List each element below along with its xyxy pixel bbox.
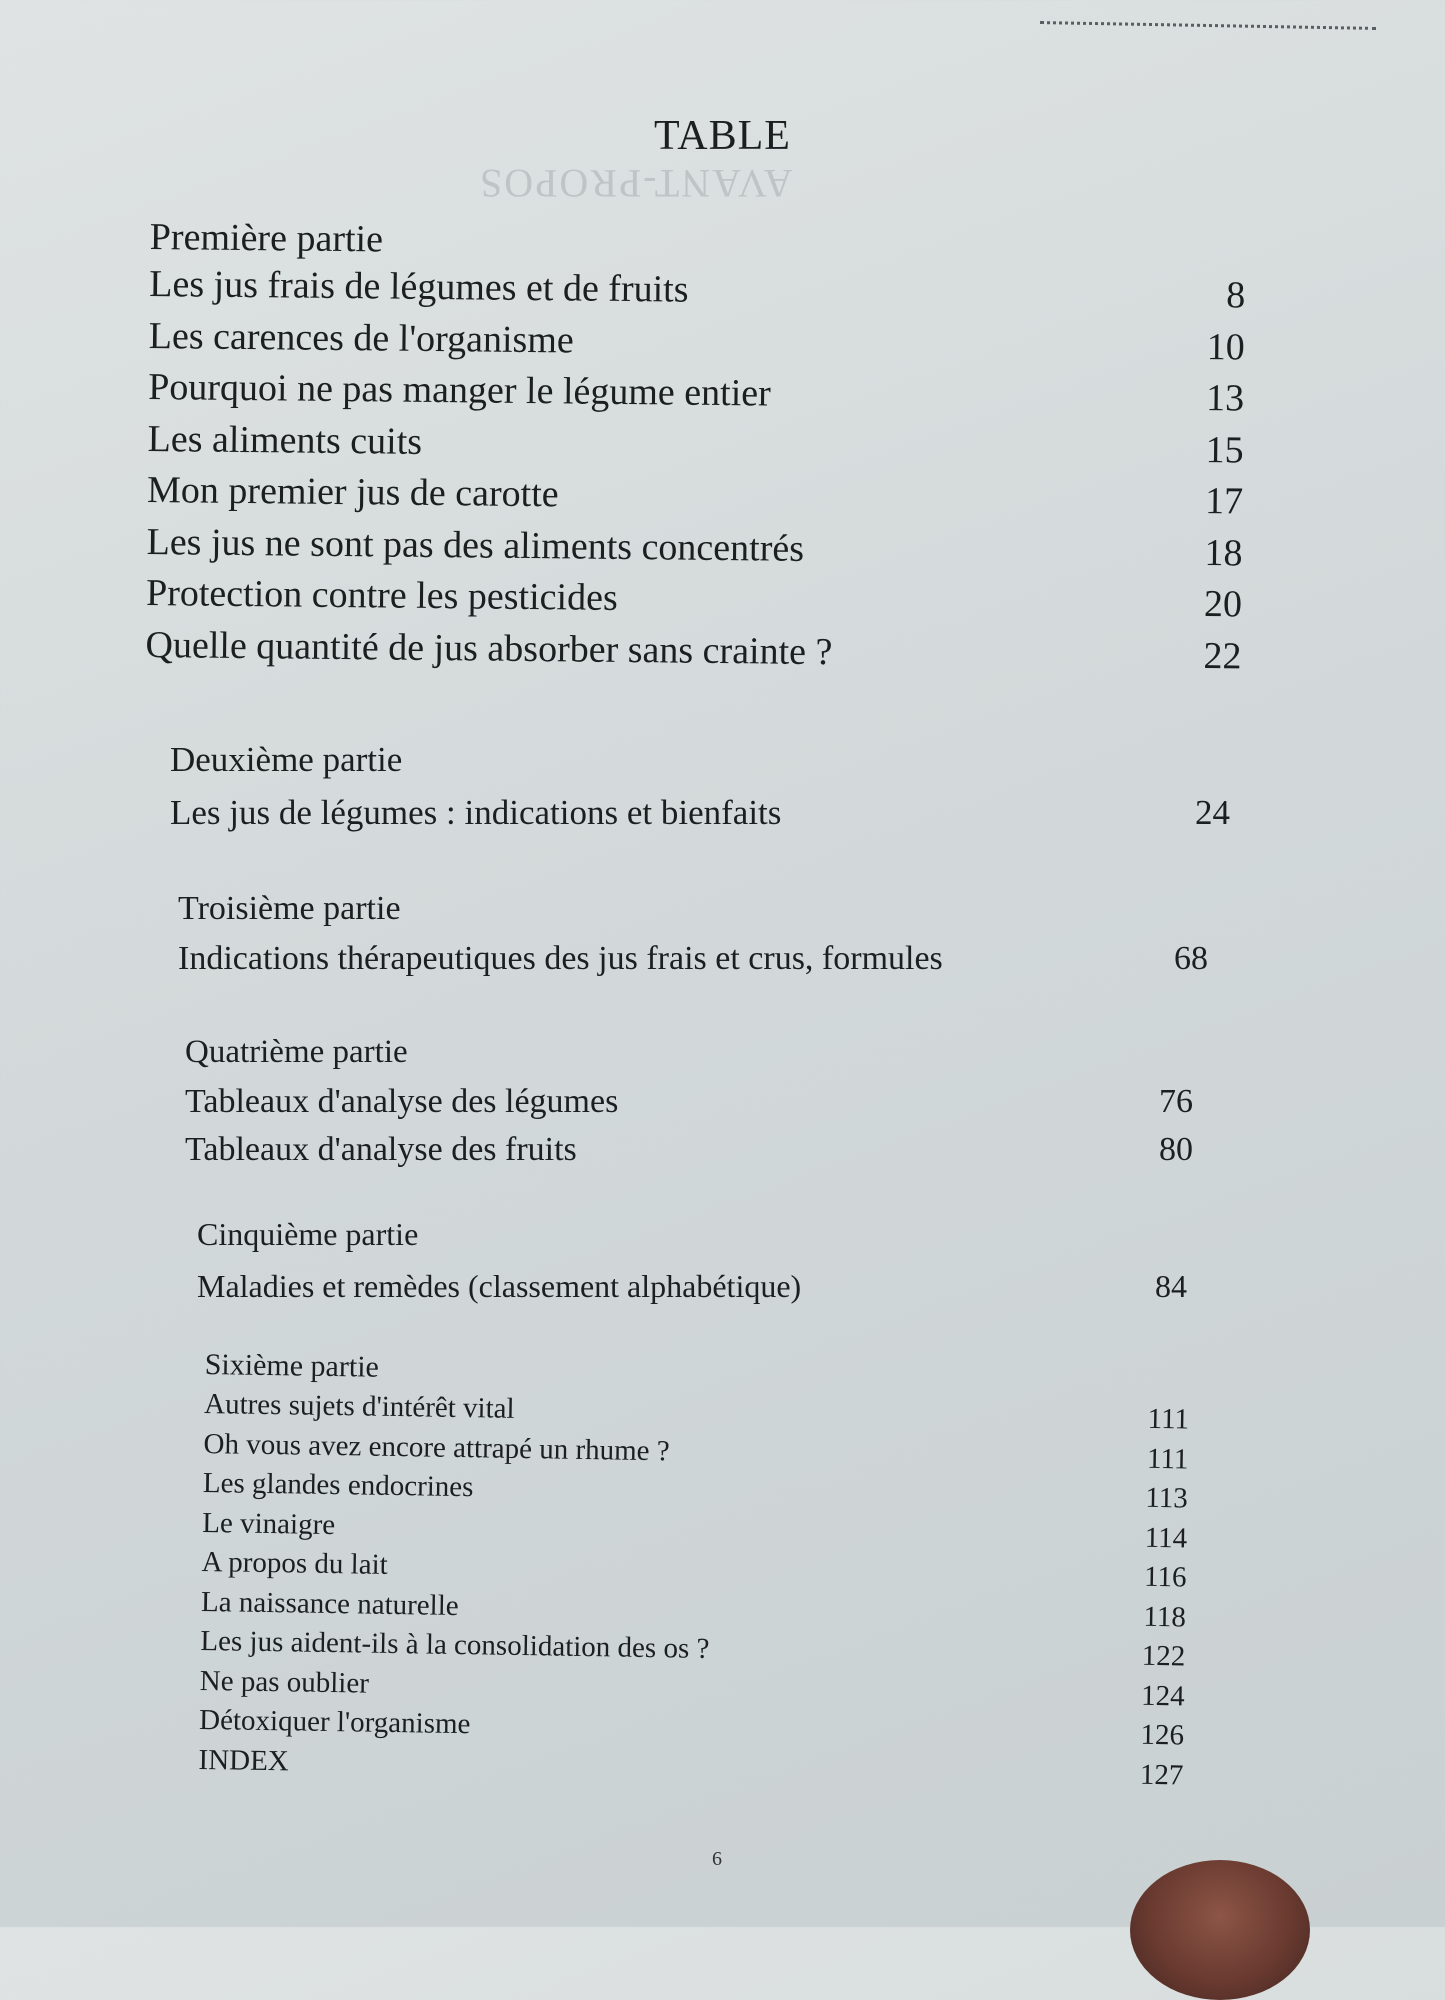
entry-page: 127 — [1139, 1758, 1184, 1791]
entry-page: 114 — [1144, 1521, 1188, 1554]
entry-title: Tableaux d'analyse des légumes — [185, 1083, 619, 1120]
entry-page: 17 — [1204, 480, 1244, 523]
entry-title: A propos du lait — [201, 1545, 388, 1581]
entry-page: 111 — [1146, 1442, 1189, 1475]
toc-part-6 — [198, 1350, 1195, 1798]
entry-page: 113 — [1145, 1481, 1189, 1515]
entry-page: 126 — [1140, 1718, 1185, 1752]
toc-entry — [170, 793, 1230, 833]
entry-title: Détoxiquer l'organisme — [198, 1703, 471, 1741]
entry-page: 116 — [1143, 1560, 1187, 1594]
entry-title: Les jus aident-ils à la consolidation des os ? — [200, 1624, 710, 1665]
dotted-rule — [1040, 21, 1376, 30]
entry-page: 20 — [1203, 583, 1243, 626]
entry-title: Les carences de l'organisme — [148, 314, 574, 361]
toc-part-1 — [145, 218, 1246, 685]
entry-title: Les jus frais de légumes et de fruits — [149, 262, 689, 311]
part-heading: Troisième partie — [178, 890, 401, 927]
entry-title: Tableaux d'analyse des fruits — [185, 1131, 577, 1168]
entry-title: La naissance naturelle — [200, 1585, 459, 1622]
part-heading: Quatrième partie — [185, 1034, 408, 1070]
entry-page: 24 — [1195, 793, 1230, 832]
entry-page: 13 — [1205, 377, 1245, 420]
toc-part-4 — [185, 1036, 1225, 1179]
entry-title: Le vinaigre — [202, 1506, 336, 1541]
entry-page: 111 — [1147, 1402, 1190, 1436]
entry-page: 8 — [1226, 274, 1246, 317]
entry-page: 118 — [1143, 1600, 1187, 1633]
toc-part-2 — [170, 742, 1230, 833]
entry-title: Pourquoi ne pas manger le légume entier — [148, 365, 772, 415]
entry-title: Mon premier jus de carotte — [146, 468, 559, 516]
entry-page: 68 — [1174, 940, 1208, 977]
entry-page: 124 — [1140, 1679, 1185, 1712]
thumb-photo-artifact — [1130, 1860, 1310, 2000]
toc-entry — [178, 940, 1228, 978]
entry-page: 84 — [1155, 1268, 1187, 1304]
toc-part-3 — [178, 892, 1228, 978]
toc-part-5 — [197, 1218, 1207, 1305]
part-heading: Sixième partie — [204, 1348, 380, 1384]
part-heading: Deuxième partie — [170, 740, 403, 779]
entry-title: Protection contre les pesticides — [145, 571, 618, 619]
part-heading: Cinquième partie — [197, 1216, 419, 1252]
entry-page: 122 — [1141, 1639, 1186, 1673]
entry-page: 76 — [1159, 1083, 1193, 1120]
entry-title: Oh vous avez encore attrapé un rhume ? — [203, 1427, 670, 1467]
entry-title: Ne pas oublier — [199, 1664, 370, 1700]
entry-page: 80 — [1159, 1131, 1193, 1168]
entry-page: 15 — [1205, 428, 1244, 471]
entry-page: 22 — [1203, 634, 1242, 677]
toc-entry — [197, 1268, 1207, 1305]
page-number: 6 — [712, 1848, 722, 1870]
page-title: TABLE — [654, 113, 791, 159]
entry-title: Indications thérapeutiques des jus frais et crus, formules — [178, 940, 943, 977]
entry-title: Les glandes endocrines — [202, 1466, 474, 1504]
part-heading: Première partie — [149, 216, 384, 261]
entry-page: 18 — [1204, 531, 1243, 574]
entry-page: 10 — [1206, 325, 1245, 368]
entry-title: Maladies et remèdes (classement alphabétique) — [197, 1268, 802, 1304]
toc-entry — [145, 622, 1241, 685]
toc-entry — [185, 1083, 1225, 1131]
entry-title: Autres sujets d'intérêt vital — [203, 1387, 515, 1425]
entry-title: INDEX — [198, 1743, 290, 1777]
entry-title: Les jus ne sont pas des aliments concentrés — [146, 520, 805, 570]
entry-title: Les jus de légumes : indications et bienfaits — [170, 793, 782, 832]
entry-title: Les aliments cuits — [147, 417, 423, 463]
entry-title: Quelle quantité de jus absorber sans crainte ? — [145, 623, 833, 673]
show-through-heading: AVANT-PROPOS — [478, 161, 793, 206]
toc-entry — [185, 1131, 1225, 1179]
